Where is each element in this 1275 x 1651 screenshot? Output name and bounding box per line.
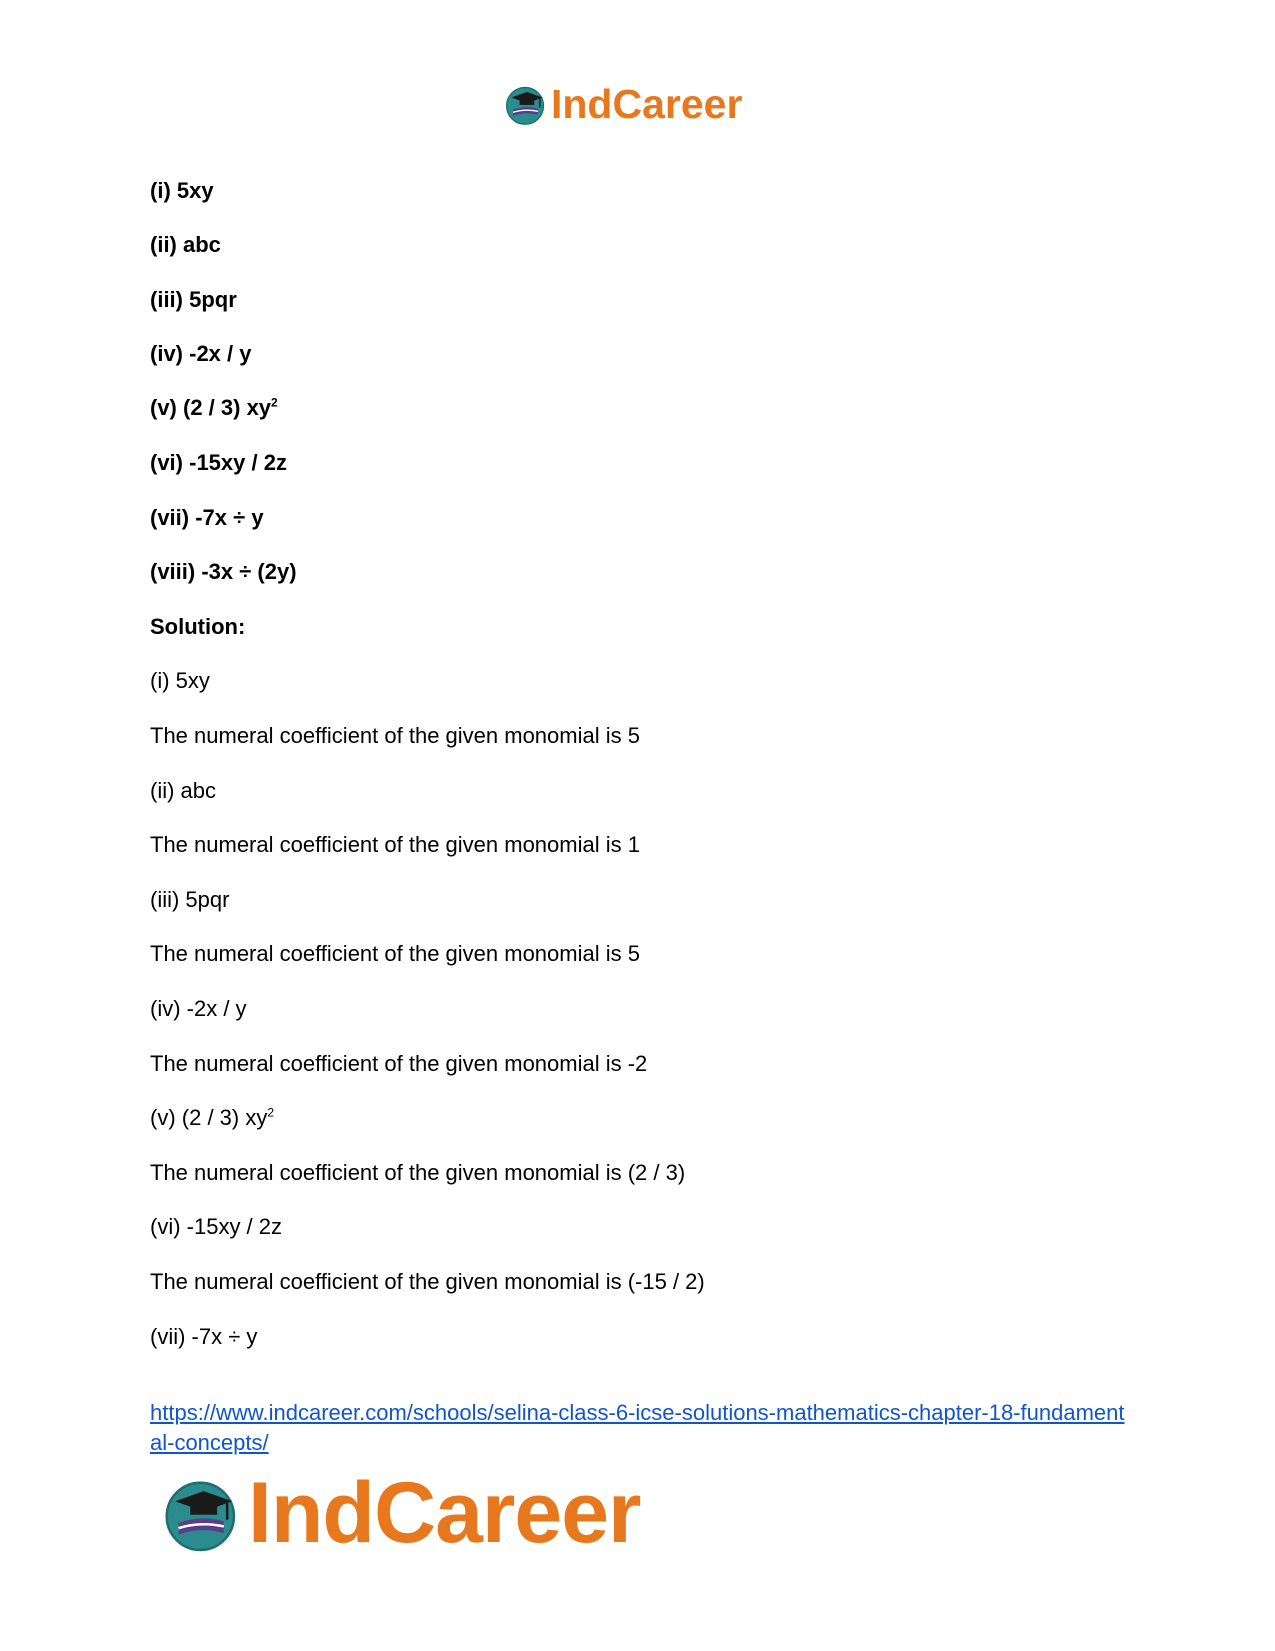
solution-5-label: (v) (2 / 3) $xy^2$ — [150, 1105, 275, 1130]
solution-1-label: (i) 5xy — [150, 668, 210, 693]
graduation-globe-icon — [160, 1471, 244, 1555]
question-8: (viii) -3x ÷ (2y) — [150, 559, 297, 584]
solution-3-label: (iii) 5pqr — [150, 887, 230, 912]
solution-3-answer: The numeral coefficient of the given monomial is 5 — [150, 941, 640, 966]
solution-4-label: (iv) -2x / y — [150, 996, 247, 1021]
solution-heading: Solution: — [150, 614, 246, 639]
solution-6-label: (vi) -15xy / 2z — [150, 1214, 283, 1239]
question-5: (v) (2 / 3) $xy^2$ — [150, 395, 278, 420]
question-2: (ii) abc — [150, 232, 221, 257]
exponent: 2 — [267, 1105, 275, 1120]
brand-name: IndCareer — [248, 1465, 641, 1561]
graduation-globe-icon — [503, 81, 549, 127]
exponent: 2 — [271, 395, 278, 410]
footer-logo — [160, 1465, 641, 1561]
question-6: (vi) -15xy / 2z — [150, 450, 287, 475]
solution-5-answer: The numeral coefficient of the given monomial is (2 / 3) — [150, 1160, 686, 1185]
footer-url-link[interactable]: https://www.indcareer.com/schools/selina-class-6-icse-solutions-mathematics-chapter-18-fundamental-concepts/ — [150, 1400, 1125, 1455]
question-1: (i) 5xy — [150, 178, 214, 203]
solution-2-label: (ii) abc — [150, 778, 217, 803]
question-7: (vii) -7x ÷ y — [150, 505, 264, 530]
solution-6-answer: The numeral coefficient of the given monomial is (-15 / 2) — [150, 1269, 705, 1294]
solution-2-answer: The numeral coefficient of the given monomial is 1 — [150, 832, 640, 857]
question-4: (iv) -2x / y — [150, 341, 252, 366]
solution-1-answer: The numeral coefficient of the given monomial is 5 — [150, 723, 640, 748]
solution-4-answer: The numeral coefficient of the given monomial is -2 — [150, 1051, 648, 1076]
header-logo — [503, 80, 742, 128]
question-3: (iii) 5pqr — [150, 287, 237, 312]
solution-7-label: (vii) -7x ÷ y — [150, 1324, 258, 1349]
brand-name: IndCareer — [551, 80, 743, 127]
